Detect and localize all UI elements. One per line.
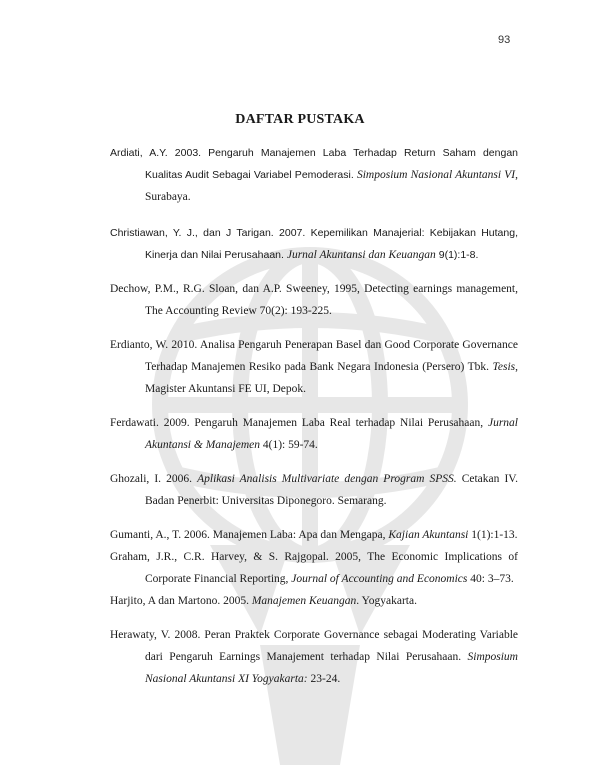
reference-text: , Magister Akuntansi FE UI, Depok. [145,361,518,395]
reference-text: Graham, J.R., C.R. Harvey, & S. Rajgopal. 2005, The Economic Implications of Corporate Financial Reporting, [110,551,518,585]
page-number: 93 [498,34,511,46]
reference-entry-christiawan [110,222,518,266]
reference-text: Jurnal Akuntansi & Manajemen [145,417,518,451]
reference-text: Manajemen Keuangan [251,595,357,607]
reference-text: 1(1):1-13. [468,529,518,541]
reference-text: Tesis [492,361,516,373]
reference-entry-erdianto [110,334,518,400]
page-title: DAFTAR PUSTAKA [235,112,365,127]
reference-text: 40: 3–73. [467,573,514,585]
reference-text: Ghozali, I. 2006. [110,473,198,485]
reference-text: , Surabaya. [145,169,518,203]
reference-text: Herawaty, V. 2008. Peran Praktek Corporate Governance sebagai Moderating Variable dari Pengaruh Earnings Manajement terhadap Nilai Perusahaan. [110,629,518,663]
reference-text: Christiawan, Y. J., dan J Tarigan. 2007. Kepemilikan Manajerial: Kebijakan Hutang, Kinerja dan Nilai Perusahaan. [110,227,518,261]
reference-text: 9(1):1-8. [435,249,479,261]
reference-text: Ferdawati. 2009. Pengaruh Manajemen Laba Real terhadap Nilai Perusahaan, [110,417,488,429]
reference-entry-dechow [110,278,518,322]
reference-text: Jurnal Akuntansi dan Keuangan [286,249,436,261]
reference-text: Gumanti, A., T. 2006. Manajemen Laba: Apa dan Mengapa, [110,529,389,541]
reference-text: Simposium Nasional Akuntansi VI [356,169,516,181]
reference-text: Journal of Accounting and Economics [291,573,468,585]
reference-text: Kajian Akuntansi [388,529,469,541]
reference-entry-harjito [110,590,518,612]
reference-list [110,142,518,690]
reference-text: 4(1): 59-74. [259,439,318,451]
reference-text: Simposium Nasional Akuntansi XI Yogyakarta: [145,651,518,685]
reference-entry-ferdawati [110,412,518,456]
reference-text: Ardiati, A.Y. 2003. Pengaruh Manajemen Laba Terhadap Return Saham dengan Kualitas Audit Sebagai Variabel Pemoderasi. [110,147,518,181]
reference-text: Erdianto, W. 2010. Analisa Pengaruh Penerapan Basel dan Good Corporate Governance Terhadap Manajemen Resiko pada Bank Negara Indonesia (Persero) Tbk. [110,339,518,373]
reference-text: Cetakan IV. Badan Penerbit: Universitas Diponegoro. Semarang. [145,473,518,507]
reference-text: Harjito, A dan Martono. 2005. [110,595,252,607]
reference-entry-ghozali [110,468,518,512]
reference-text: . Yogyakarta. [356,595,417,607]
reference-text: Aplikasi Analisis Multivariate dengan Program SPSS. [197,473,457,485]
reference-text: Dechow, P.M., R.G. Sloan, dan A.P. Sweeney, 1995, Detecting earnings management, The Accounting Review 70(2): 193-225. [110,283,518,317]
reference-text: 23-24. [307,673,341,685]
reference-entry-gumanti [110,524,518,546]
reference-entry-herawaty [110,624,518,690]
reference-entry-ardiati [110,142,518,208]
reference-entry-graham [110,546,518,590]
